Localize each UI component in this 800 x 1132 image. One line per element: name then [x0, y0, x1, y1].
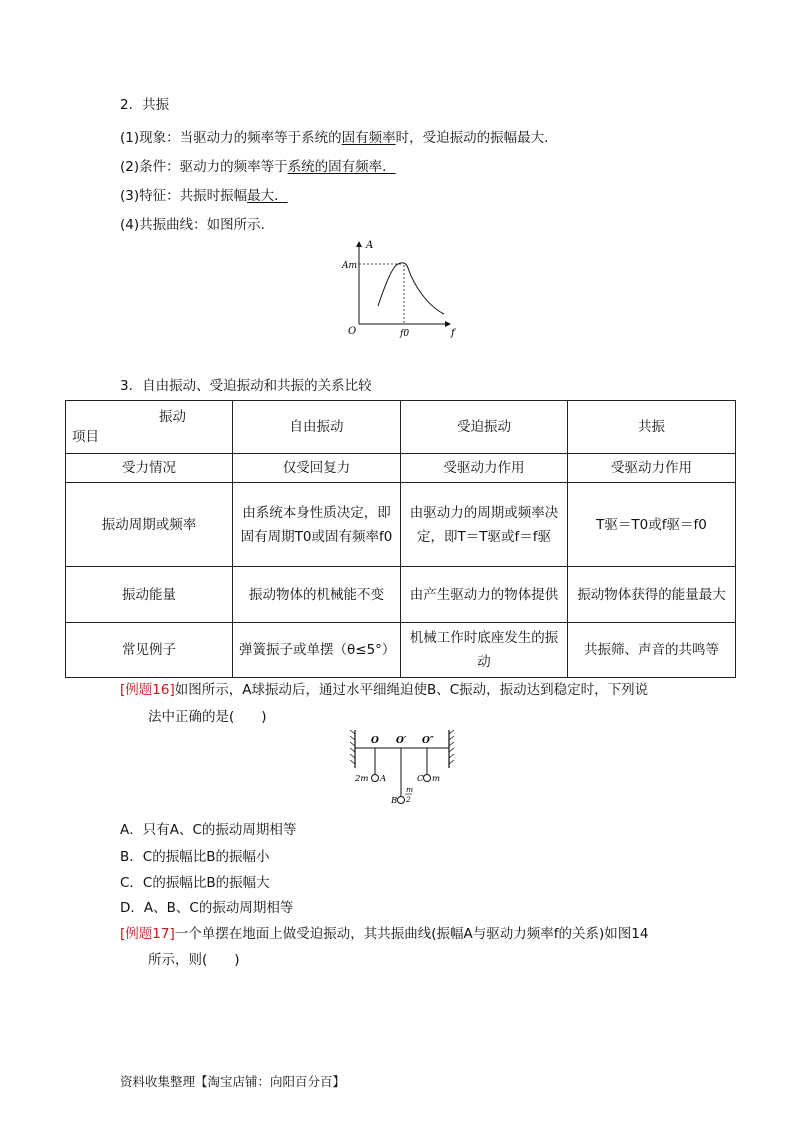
right-wall-hatch — [449, 730, 454, 764]
cell-forced: 机械工作时底座发生的振动 — [401, 623, 568, 678]
item-phenomenon-suffix: 时，受迫振动的振幅最大. — [395, 130, 549, 146]
example-16-question — [120, 678, 648, 698]
resonance-curve-figure — [340, 238, 470, 338]
item-condition-prefix: (2)条件：驱动力的频率等于 — [120, 159, 288, 175]
label-o-double-prime: O″ — [422, 736, 434, 746]
cell-resonance: 受驱动力作用 — [568, 454, 736, 483]
cell-free: 仅受回复力 — [233, 454, 401, 483]
corner-bottom: 项目 — [72, 429, 99, 445]
cell-resonance: T驱＝T0或f驱＝f0 — [568, 483, 736, 567]
label-c-mass: m — [432, 774, 441, 784]
example-17-tag: [例题17] — [120, 926, 175, 942]
row-label: 振动周期或频率 — [66, 483, 233, 567]
label-a: A — [380, 774, 387, 784]
pendulum-figure — [345, 728, 460, 810]
header-free: 自由振动 — [233, 401, 401, 454]
table-header-row — [66, 401, 736, 454]
example-17-line2: 所示，则( ) — [148, 952, 240, 968]
section-heading-comparison: 3．自由振动、受迫振动和共振的关系比较 — [120, 378, 372, 394]
option-c: C．C的振幅比B的振幅大 — [120, 875, 270, 891]
table-row — [66, 623, 736, 678]
example-17-question — [120, 922, 648, 942]
origin-label: O — [348, 326, 357, 337]
am-label: Am — [342, 261, 358, 271]
example-16-tag: [例题16] — [120, 682, 175, 698]
comparison-table — [65, 400, 736, 678]
cell-free: 弹簧振子或单摆（θ≤5°） — [233, 623, 401, 678]
label-a-mass: 2m — [355, 774, 369, 784]
ball-b — [398, 797, 405, 804]
item-phenomenon-prefix: (1)现象：当驱动力的频率等于系统的 — [120, 130, 342, 146]
table-corner-cell — [66, 401, 233, 454]
row-label: 振动能量 — [66, 567, 233, 623]
cell-forced: 受驱动力作用 — [401, 454, 568, 483]
table-row — [66, 483, 736, 567]
x-axis-label: f — [451, 328, 455, 338]
example-17-line1: 一个单摆在地面上做受迫振动，其共振曲线(振幅A与驱动力频率f的关系)如图14 — [174, 926, 649, 942]
left-wall-hatch — [350, 730, 355, 764]
item-condition — [120, 155, 396, 175]
label-b-mass-num: m — [406, 785, 414, 794]
ball-c — [424, 775, 431, 782]
item-phenomenon — [120, 126, 548, 146]
option-d: D．A、B、C的振动周期相等 — [120, 900, 294, 916]
item-condition-underline: 系统的固有频率． — [287, 159, 396, 175]
cell-free: 由系统本身性质决定，即固有周期T0或固有频率f0 — [233, 483, 401, 567]
table-row — [66, 454, 736, 483]
corner-top: 振动 — [159, 409, 186, 425]
label-c: C — [417, 774, 424, 784]
option-a: A．只有A、C的振动周期相等 — [120, 822, 297, 838]
item-curve: (4)共振曲线：如图所示． — [120, 217, 275, 233]
cell-forced: 由驱动力的周期或频率决定，即T＝T驱或f＝f驱 — [401, 483, 568, 567]
cell-resonance: 振动物体获得的能量最大 — [568, 567, 736, 623]
row-label: 常见例子 — [66, 623, 233, 678]
y-axis-label: A — [366, 240, 374, 251]
example-16-line1: 如图所示，A球振动后，通过水平细绳迫使B、C振动，振动达到稳定时，下列说 — [174, 682, 649, 698]
header-resonance: 共振 — [568, 401, 736, 454]
ball-a — [372, 775, 379, 782]
cell-forced: 由产生驱动力的物体提供 — [401, 567, 568, 623]
resonance-curve — [378, 263, 444, 314]
row-label: 受力情况 — [66, 454, 233, 483]
item-phenomenon-underline: 固有频率 — [341, 130, 396, 146]
table-row — [66, 567, 736, 623]
f0-label: f0 — [400, 329, 410, 338]
footer-note: 资料收集整理【淘宝店铺：向阳百分百】 — [120, 1074, 346, 1089]
label-o-prime: O′ — [396, 736, 407, 746]
label-o: O — [371, 736, 379, 746]
example-16-line2: 法中正确的是( ) — [148, 709, 267, 725]
section-heading-resonance: 2．共振 — [120, 97, 170, 113]
header-forced: 受迫振动 — [401, 401, 568, 454]
item-feature-underline: 最大． — [247, 188, 288, 204]
cell-resonance: 共振筛、声音的共鸣等 — [568, 623, 736, 678]
label-b: B — [391, 796, 398, 806]
item-feature-prefix: (3)特征：共振时振幅 — [120, 188, 248, 204]
cell-free: 振动物体的机械能不变 — [233, 567, 401, 623]
item-feature — [120, 184, 288, 204]
option-b: B．C的振幅比B的振幅小 — [120, 849, 270, 865]
label-b-mass-den: 2 — [406, 795, 411, 804]
